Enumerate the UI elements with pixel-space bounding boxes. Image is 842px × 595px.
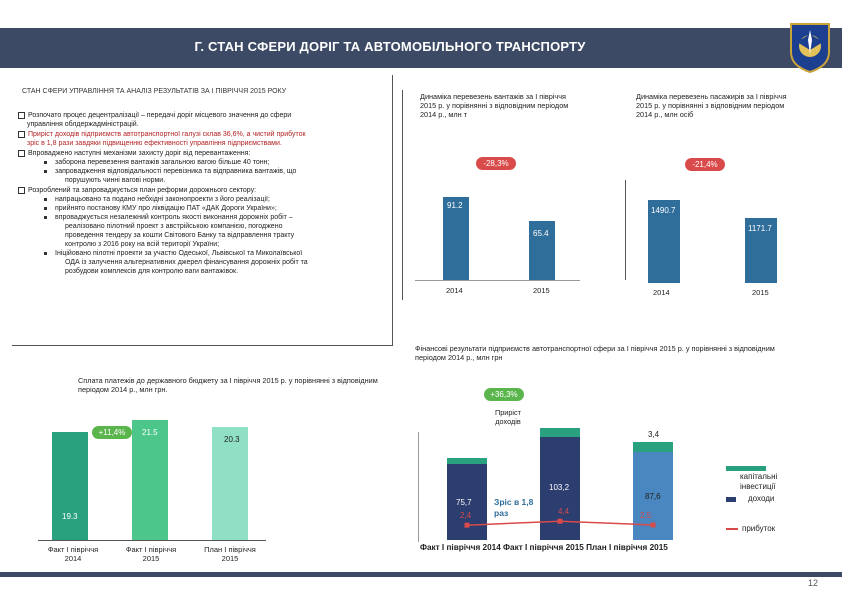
budget-axis (38, 540, 266, 541)
list-item: порушують чинні вагові норми. (65, 177, 166, 184)
list-item: прийнято постанову КМУ про ліквідацію ПАТ «ДАК Дороги України»; (44, 204, 277, 213)
checkbox-bullet-icon (18, 112, 25, 119)
budget-value-plan: 20.3 (224, 434, 240, 444)
freight-chart-title: Динаміка перевезень вантажів за І півріччя 2015 р. у порівнянні з відповідним періодом 2014 р., млн т (420, 92, 569, 119)
profit-growth-note: Зріс в 1,8 раз (494, 497, 534, 518)
financial-chart-title: Фінансові результати підприємств автотранспортної сфери за І півріччя 2015 р. у порівнянні з відповідним періодом 2014 р., млн грн (415, 344, 775, 362)
financial-income-label-2014: 75,7 (456, 498, 472, 508)
list-item: Розпочато процес децентралізації – передачі доріг місцевого значення до сфери (18, 111, 398, 120)
profit-marker-2015 (558, 519, 563, 524)
page-number: 12 (808, 578, 819, 588)
list-item: Впроваджено наступні механізми захисту доріг від перевантаження: (18, 149, 250, 158)
page-title: Г. СТАН СФЕРИ ДОРІГ ТА АВТОМОБІЛЬНОГО ТРАНСПОРТУ (194, 39, 586, 54)
list-item: проведення тендеру за кошти Світового Банку та відправлення тракту (65, 232, 295, 239)
budget-change-badge: +11,4% (92, 426, 132, 439)
freight-tick-2014: 2014 (446, 286, 463, 295)
bullet-icon (44, 198, 47, 201)
freight-tick-2015: 2015 (533, 286, 550, 295)
list-item: напрацьовано та подано небхідні законопроекти з його реалізації; (44, 195, 270, 204)
legend-investment-swatch (726, 466, 766, 471)
financial-profit-label-plan: 2,5 (640, 511, 652, 520)
freight-chart-frame (402, 90, 591, 300)
profit-line (418, 432, 728, 544)
bullet-icon (44, 207, 47, 210)
legend-profit-swatch (726, 528, 738, 530)
financial-profit-label-2014: 2,4 (460, 511, 472, 521)
growth-label: Приріст доходів (494, 408, 522, 426)
list-item: реалізовано пілотний проект з австрійською компанією, погоджено (65, 223, 283, 230)
passenger-change-badge: -21,4% (685, 158, 725, 171)
bullet-icon (44, 216, 47, 219)
passenger-tick-2015: 2015 (752, 288, 769, 297)
list-item: управління облдержадміністрацій. (27, 121, 139, 128)
checkbox-bullet-icon (18, 150, 25, 157)
left-panel-heading: СТАН СФЕРИ УПРАВЛІННЯ ТА АНАЛІЗ РЕЗУЛЬТАТІВ ЗА І ПІВРІЧЧЯ 2015 РОКУ (22, 88, 287, 95)
budget-tick-plan: План І півріччя 2015 (204, 545, 256, 563)
freight-axis (415, 280, 580, 281)
freight-value-2014: 91.2 (447, 201, 463, 211)
financial-income-label-2015: 103,2 (549, 483, 570, 493)
budget-value-2015: 21.5 (142, 428, 158, 438)
budget-value-2014: 19.3 (62, 512, 78, 522)
budget-tick-2015: Факт І півріччя 2015 (125, 545, 177, 563)
passenger-value-2015: 1171.7 (748, 223, 772, 233)
checkbox-bullet-icon (18, 131, 25, 138)
bullet-icon (44, 161, 47, 164)
passenger-chart-title: Динаміка перевезень пасажирів за І півріччя 2015 р. у порівнянні з відповідним періодом 2014 р., млн осіб (636, 92, 787, 119)
financial-income-label-plan: 87,6 (645, 491, 661, 501)
legend-income-label: доходи (748, 494, 775, 503)
footer-bar (0, 572, 842, 577)
passenger-value-2014: 1490.7 (651, 206, 676, 216)
list-item: заборона перевезення вантажів загальною вагою більше 40 тонн; (44, 158, 269, 167)
freight-value-2015: 65.4 (533, 228, 549, 238)
passenger-chart-divider (625, 180, 626, 280)
list-item: Ініційовано пілотні проекти за участю Одеської, Львівської та Миколаївської (44, 249, 302, 258)
passenger-tick-2014: 2014 (653, 288, 670, 297)
legend-income-swatch (726, 497, 736, 502)
financial-profit-label-2015: 4,4 (558, 507, 570, 517)
freight-change-badge: -28,3% (476, 157, 516, 170)
list-item: зріс в 1,8 рази завдяки підвищенню ефективності управління підприємствами. (27, 140, 282, 147)
legend-profit-label: прибуток (742, 524, 776, 533)
checkbox-bullet-icon (18, 187, 25, 194)
legend-investment-label: капітальні інвестиції (740, 472, 778, 491)
list-item: розбудови комплексів для контролю ваги вантажівок. (65, 268, 239, 275)
bullet-icon (44, 170, 47, 173)
budget-chart-title: Сплата платежів до державного бюджету за І півріччя 2015 р. у порівнянні з відповідним періодом 2014 р., млн грн. (78, 376, 378, 394)
profit-marker-plan (651, 523, 656, 528)
list-item: впроваджується незалежний контроль якості виконання дорожніх робіт – (44, 213, 293, 222)
financial-axis-labels: Факт І півріччя 2014 Факт І півріччя 2015 План І півріччя 2015 (420, 543, 668, 552)
budget-tick-2014: Факт І півріччя 2014 (47, 545, 99, 563)
list-item: контролю з 2016 року на всій території України; (65, 241, 220, 248)
list-item: ОДА із залучення альтернативних джерел фінансування дорожніх робіт та (65, 259, 308, 266)
financial-inv-label-2015: 2,9 (556, 416, 568, 426)
ministry-emblem-icon (785, 20, 835, 74)
list-item: запровадження відповідальності перевізника та відправника вантажів, що (44, 167, 296, 176)
profit-marker-2014 (465, 523, 470, 528)
financial-inv-label-2014: 1,4 (461, 446, 473, 456)
list-item: Приріст доходів підприємств автотранспортної галузі склав 36,6%, а чистий прибуток (18, 130, 398, 139)
financial-change-badge: +36,3% (484, 388, 524, 401)
bullet-icon (44, 252, 47, 255)
budget-bar-2014 (52, 432, 88, 540)
financial-inv-label-plan: 3,4 (648, 430, 660, 440)
budget-bar-2015 (132, 420, 168, 540)
list-item: Розроблений та запроваджується план реформи дорожнього сектору: (18, 186, 256, 195)
